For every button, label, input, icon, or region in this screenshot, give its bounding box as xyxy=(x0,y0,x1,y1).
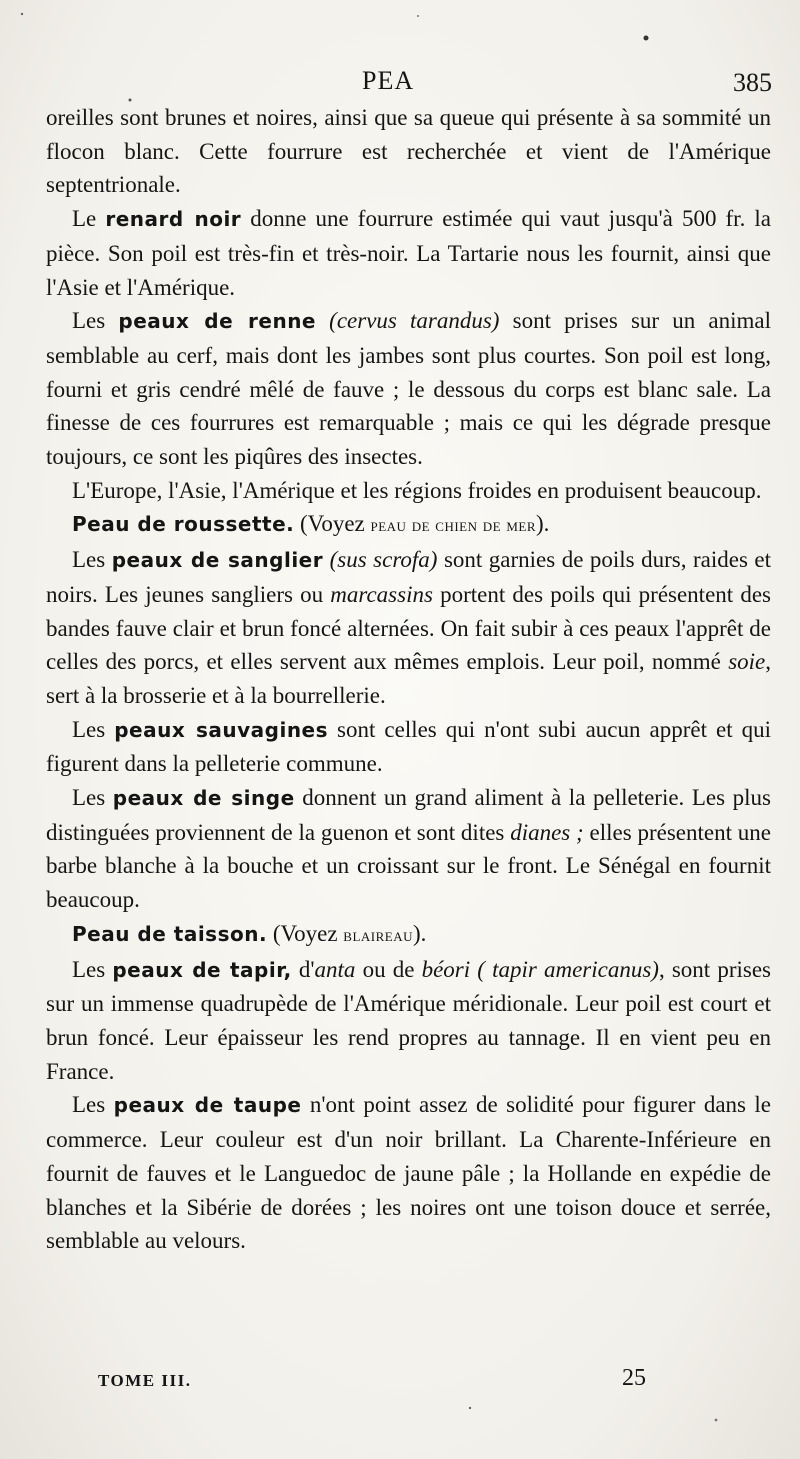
entry-text: elles présentent une barbe blanche à la bouche et un croissant sur le front. Le Sénégal en fournit beaucoup. xyxy=(46,819,771,913)
entry-text: Le xyxy=(72,206,106,232)
entry-text: Les xyxy=(72,785,113,811)
speck xyxy=(417,15,419,17)
entry-term: peaux de singe xyxy=(112,786,295,811)
entry-term: peaux de taupe xyxy=(113,1093,302,1118)
latin-name: béori ( tapir americanus) xyxy=(421,956,659,982)
entry-term: Peau de taisson. xyxy=(72,921,268,946)
entry-text: Les xyxy=(72,956,113,982)
running-head-title: PEA xyxy=(362,66,415,95)
entry-text: , sont prises sur un immense quadrupède de l'Amérique méridionale. Leur poil est court et brun foncé. Leur épaisseur les rend propres au tannage. Il en vient peu en France. xyxy=(46,956,771,1084)
speck xyxy=(21,13,23,15)
entry-text: (Voyez xyxy=(294,511,371,537)
cross-reference: peau de chien de mer xyxy=(370,515,536,537)
entry-term: peaux de renne xyxy=(118,309,316,334)
volume-label: TOME III. xyxy=(98,1371,192,1390)
speck xyxy=(715,1419,718,1422)
entry-text: ). xyxy=(536,511,550,537)
speck xyxy=(644,36,649,41)
entry-text: (Voyez xyxy=(267,920,344,946)
entry-text: sont prises sur un animal semblable au cerf, mais dont les jambes sont plus courtes. Son poil est long, fourni et gris cendré mêlé de fauve ; le dessous du corps est blanc sale. La finesse de ces fourrures est remarquable ; mais ce qui les dégrade presque toujours, ce sont les piqûres des insectes. xyxy=(46,308,771,470)
paragraph-text: oreilles sont brunes et noires, ainsi que sa queue qui présente à sa sommité un flocon blanc. Cette fourrure est recherchée et vient de l'Amérique septentrionale. xyxy=(46,105,771,198)
entry-text: donnent un grand aliment à la pelleterie. Les plus distinguées proviennent de la guenon et sont dites xyxy=(46,785,772,845)
italic-word: soie xyxy=(728,649,766,675)
entry-text: sont celles qui n'ont subi aucun apprêt et qui figurent dans la pelleterie commune. xyxy=(46,716,771,777)
entry-text: , sert à la brosserie et à la bourrellerie. xyxy=(46,649,771,708)
entry-text: donne une fourrure estimée qui vaut jusqu'à 500 fr. la pièce. Son poil est très-fin et très-noir. La Tartarie nous les fournit, ainsi que l'Asie et l'Amérique. xyxy=(46,206,771,300)
entry-text: Les xyxy=(72,716,115,742)
entry-text: sont garnies de poils durs, raides et noirs. Les jeunes sangliers ou xyxy=(46,547,771,607)
entry-term: peaux de sanglier xyxy=(111,548,324,573)
entry-term: peaux sauvagines xyxy=(114,717,329,742)
italic-word: marcassins xyxy=(330,581,433,607)
italic-word: dianes ; xyxy=(510,819,584,845)
italic-word: anta xyxy=(314,956,356,982)
entry-text: Les xyxy=(72,547,112,573)
latin-name: (sus scrofa) xyxy=(323,547,438,573)
entry-text: n'ont point assez de solidité pour figurer dans le commerce. Leur couleur est d'un noir brillant. La Charente-Inférieure en fournit de fauves et le Languedoc de jaune pâle ; la Hollande en expédie de blanches et la Sibérie de dorées ; les noires ont une toison douce et serrée, semblable au velours. xyxy=(46,1092,772,1254)
entry-text: Les xyxy=(72,1092,114,1118)
entry-term: Peau de roussette. xyxy=(72,512,295,537)
entry-text: ). xyxy=(413,920,427,946)
signature-mark: 25 xyxy=(622,1365,646,1391)
paragraph-text: L'Europe, l'Asie, l'Amérique et les régions froides en produisent beaucoup. xyxy=(72,477,762,503)
cross-reference: blaireau xyxy=(343,924,414,946)
entry-term: peaux de tapir, xyxy=(112,957,292,982)
latin-name: (cervus tarandus) xyxy=(316,308,500,334)
speck xyxy=(469,1407,471,1409)
page-number: 385 xyxy=(733,68,772,97)
speck xyxy=(129,99,132,102)
entry-text: d' xyxy=(291,956,315,982)
entry-text: Les xyxy=(72,308,119,334)
entry-text: ou de xyxy=(355,956,422,982)
entry-term: renard noir xyxy=(105,207,242,232)
entry-text: portent des poils qui présentent des bandes fauve clair et brun foncé alternées. On fait subir à ces peaux l'apprêt de celles des porcs, et elles servent aux mêmes emplois. Leur poil, nommé xyxy=(46,581,771,675)
